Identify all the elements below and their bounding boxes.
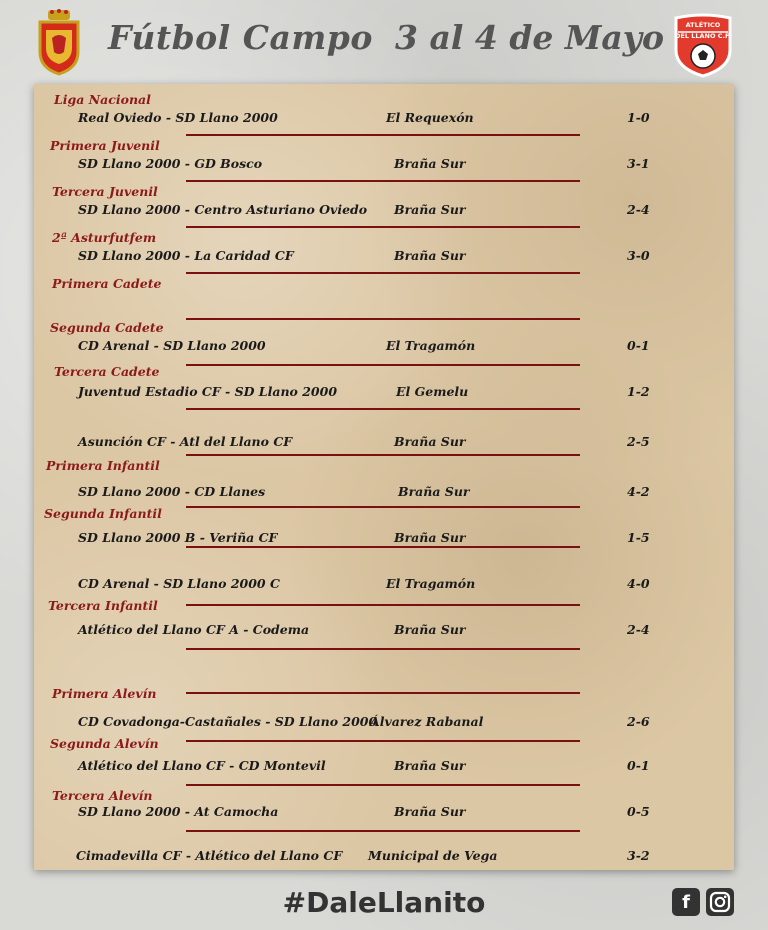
category-label: Segunda Alevín (50, 736, 159, 751)
match-teams: SD Llano 2000 - La Caridad CF (78, 248, 294, 263)
divider (186, 648, 580, 650)
svg-text:ATLÉTICO: ATLÉTICO (685, 21, 721, 29)
club-badge-icon (672, 12, 734, 78)
match-venue: Braña Sur (398, 484, 470, 499)
instagram-icon[interactable] (706, 888, 734, 916)
divider (186, 454, 580, 456)
match-venue: Braña Sur (394, 202, 466, 217)
match-row (0, 736, 768, 782)
category-label: Segunda Cadete (50, 320, 164, 335)
match-score: 1-2 (627, 384, 650, 399)
divider (186, 604, 580, 606)
category-label: Primera Alevín (52, 686, 157, 701)
match-teams: Atlético del Llano CF - CD Montevil (78, 758, 326, 773)
date-range: 3 al 4 de Mayo (395, 18, 664, 57)
match-score: 2-5 (627, 434, 650, 449)
match-score: 2-6 (627, 714, 650, 729)
match-teams: Atlético del Llano CF A - Codema (78, 622, 310, 637)
match-row (0, 834, 768, 880)
divider (186, 134, 580, 136)
match-venue: Braña Sur (394, 434, 466, 449)
match-score: 1-0 (627, 110, 650, 125)
match-row (0, 364, 768, 410)
match-row (0, 184, 768, 230)
category-label: Primera Infantil (46, 458, 160, 473)
category-label: Tercera Cadete (54, 364, 160, 379)
match-venue: El Tragamón (386, 338, 476, 353)
match-venue: Braña Sur (394, 758, 466, 773)
match-score: 3-2 (627, 848, 650, 863)
facebook-icon[interactable]: f (672, 888, 700, 916)
hashtag: #DaleLlanito (282, 886, 486, 919)
match-row (0, 92, 768, 138)
match-score: 4-0 (627, 576, 650, 591)
match-score: 4-2 (627, 484, 650, 499)
divider (186, 546, 580, 548)
category-label: Tercera Alevín (52, 788, 153, 803)
match-row (0, 276, 768, 322)
match-teams: CD Arenal - SD Llano 2000 (78, 338, 266, 353)
match-venue: Braña Sur (394, 804, 466, 819)
match-row (0, 458, 768, 504)
divider (186, 784, 580, 786)
page-title: Fútbol Campo (108, 18, 373, 57)
match-score: 2-4 (627, 202, 650, 217)
match-row (0, 320, 768, 366)
match-teams: SD Llano 2000 - At Camocha (78, 804, 279, 819)
divider (186, 692, 580, 694)
category-label: 2ª Asturfutfem (52, 230, 157, 245)
category-label: Tercera Infantil (48, 598, 158, 613)
match-teams: Real Oviedo - SD Llano 2000 (78, 110, 278, 125)
match-venue: Braña Sur (394, 156, 466, 171)
divider (186, 180, 580, 182)
divider (186, 408, 580, 410)
match-row (0, 230, 768, 276)
match-teams: SD Llano 2000 - GD Bosco (78, 156, 263, 171)
match-venue: Álvarez Rabanal (370, 714, 484, 729)
match-row (0, 788, 768, 834)
svg-text:DEL LLANO C.F.: DEL LLANO C.F. (675, 32, 731, 40)
instagram-glyph (709, 891, 731, 913)
match-teams: CD Covadonga-Castañales - SD Llano 2000 (78, 714, 378, 729)
match-venue: Braña Sur (394, 248, 466, 263)
header (0, 0, 768, 82)
category-label: Primera Juvenil (50, 138, 160, 153)
divider (186, 830, 580, 832)
match-venue: Municipal de Vega (368, 848, 498, 863)
match-score: 2-4 (627, 622, 650, 637)
match-score: 0-1 (627, 758, 650, 773)
match-row (0, 686, 768, 732)
match-venue: El Requexón (386, 110, 474, 125)
match-venue: Braña Sur (394, 622, 466, 637)
divider (186, 272, 580, 274)
match-score: 3-0 (627, 248, 650, 263)
match-venue: El Tragamón (386, 576, 476, 591)
match-row (0, 506, 768, 552)
crest-icon (34, 8, 84, 76)
match-teams: Asunción CF - Atl del Llano CF (78, 434, 293, 449)
match-row (0, 554, 768, 600)
match-venue: Braña Sur (394, 530, 466, 545)
match-score: 1-5 (627, 530, 650, 545)
match-score: 3-1 (627, 156, 650, 171)
match-teams: SD Llano 2000 B - Veriña CF (78, 530, 278, 545)
match-venue: El Gemelu (396, 384, 469, 399)
category-label: Tercera Juvenil (52, 184, 158, 199)
match-teams: SD Llano 2000 - Centro Asturiano Oviedo (78, 202, 368, 217)
category-label: Segunda Infantil (44, 506, 162, 521)
divider (186, 740, 580, 742)
match-row (0, 598, 768, 644)
divider (186, 226, 580, 228)
match-row (0, 416, 768, 462)
match-score: 0-1 (627, 338, 650, 353)
category-label: Primera Cadete (52, 276, 162, 291)
match-score: 0-5 (627, 804, 650, 819)
match-teams: SD Llano 2000 - CD Llanes (78, 484, 266, 499)
match-teams: CD Arenal - SD Llano 2000 C (78, 576, 280, 591)
match-teams: Cimadevilla CF - Atlético del Llano CF (76, 848, 343, 863)
match-row (0, 138, 768, 184)
category-label: Liga Nacional (54, 92, 151, 107)
match-teams: Juventud Estadio CF - SD Llano 2000 (78, 384, 338, 399)
